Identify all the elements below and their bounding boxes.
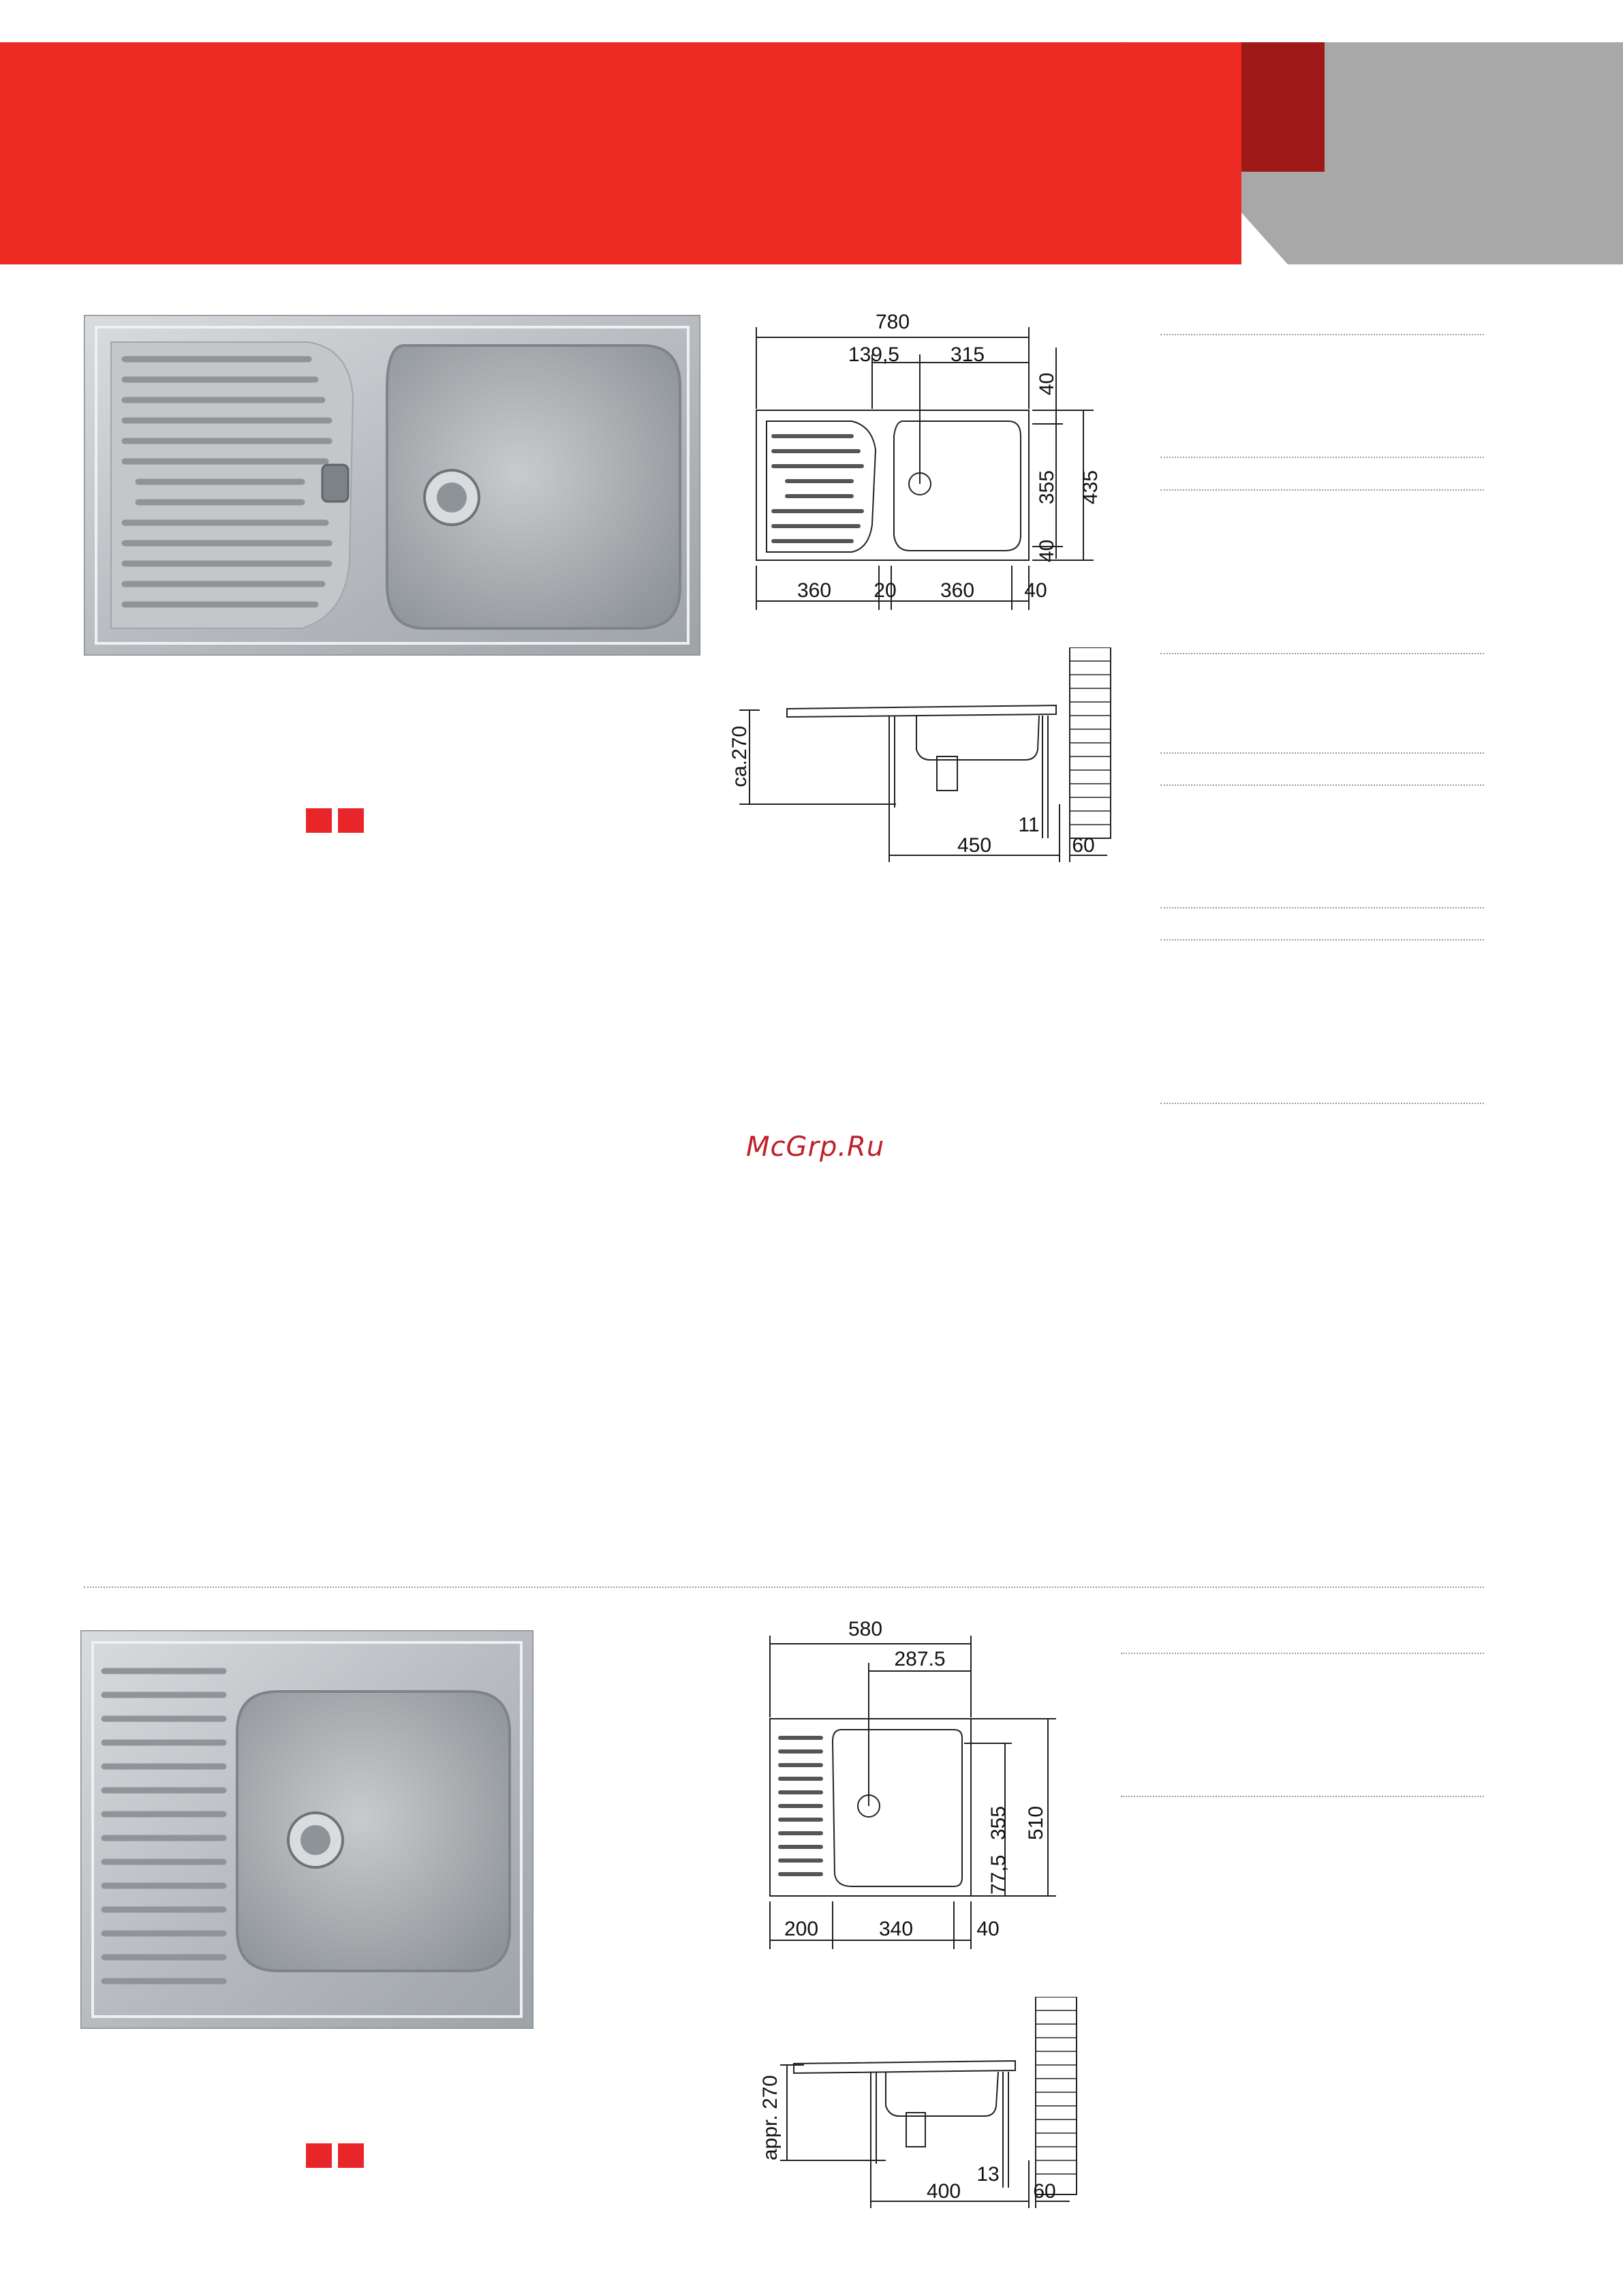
- dim-overall-width: 580: [848, 1618, 883, 1640]
- dim-edge-right: 40: [1024, 579, 1047, 602]
- brick-wall: [1070, 647, 1111, 838]
- spec-line: [1121, 1653, 1484, 1654]
- dim-bowl-offset: 315: [950, 343, 985, 366]
- top-view-drawing-1: [736, 307, 1145, 620]
- dim-edge-top: 40: [1036, 372, 1058, 395]
- side-view-drawing-2: [749, 1997, 1104, 2222]
- dim-bowl-depth: 355: [1036, 470, 1058, 504]
- dim-drain-from-edge: 77,5: [987, 1854, 1010, 1895]
- marker-square: [306, 2143, 332, 2168]
- brick-wall: [1036, 1997, 1077, 2194]
- side-view-drawing-1: [726, 647, 1134, 866]
- dim-clearance: 13: [976, 2163, 1000, 2186]
- dim-drain-offset: 139,5: [848, 343, 899, 366]
- sink-photo-2: [80, 1630, 534, 2029]
- dim-overall-depth: 435: [1079, 470, 1102, 504]
- spec-line: [1160, 907, 1484, 908]
- dim-cabinet: 400: [926, 2180, 961, 2203]
- dim-cabinet: 450: [957, 834, 992, 857]
- watermark: McGrp.Ru: [746, 1131, 885, 1163]
- dim-gap: 20: [874, 579, 897, 602]
- sink-photo-1: [84, 315, 700, 656]
- dim-overall-depth: 510: [1025, 1805, 1047, 1840]
- banner-red-band: [0, 42, 1241, 264]
- dim-overall-width: 780: [875, 311, 910, 333]
- dim-bowl-depth: 355: [987, 1805, 1010, 1840]
- dim-edge-right: 40: [976, 1918, 1000, 1940]
- spec-line: [1160, 457, 1484, 458]
- marker-square: [306, 808, 332, 833]
- dim-bowl-width: 340: [878, 1918, 914, 1940]
- section-divider: [84, 1587, 1484, 1588]
- dim-wall: 60: [1072, 834, 1095, 857]
- spec-line: [1160, 653, 1484, 654]
- dim-clearance: 11: [1018, 814, 1040, 836]
- dim-height: appr. 270: [759, 2075, 782, 2160]
- dim-wall: 60: [1033, 2180, 1056, 2203]
- spec-line: [1121, 1796, 1484, 1797]
- spec-line: [1160, 1103, 1484, 1104]
- spec-line: [1160, 784, 1484, 786]
- marker-square: [338, 808, 364, 833]
- dim-drainer-width: 200: [784, 1918, 819, 1940]
- dim-drainer-width: 360: [797, 579, 832, 602]
- marker-square: [338, 2143, 364, 2168]
- spec-line: [1160, 939, 1484, 940]
- dim-bowl-width: 360: [940, 579, 975, 602]
- dim-drain-offset: 287.5: [894, 1648, 946, 1670]
- header-banner: [0, 42, 1623, 264]
- dim-height: ca.270: [728, 725, 751, 787]
- spec-line: [1160, 334, 1484, 335]
- top-view-drawing-2: [756, 1615, 1083, 1963]
- dim-edge-bottom: 40: [1036, 539, 1058, 562]
- spec-line: [1160, 489, 1484, 491]
- spec-line: [1160, 752, 1484, 754]
